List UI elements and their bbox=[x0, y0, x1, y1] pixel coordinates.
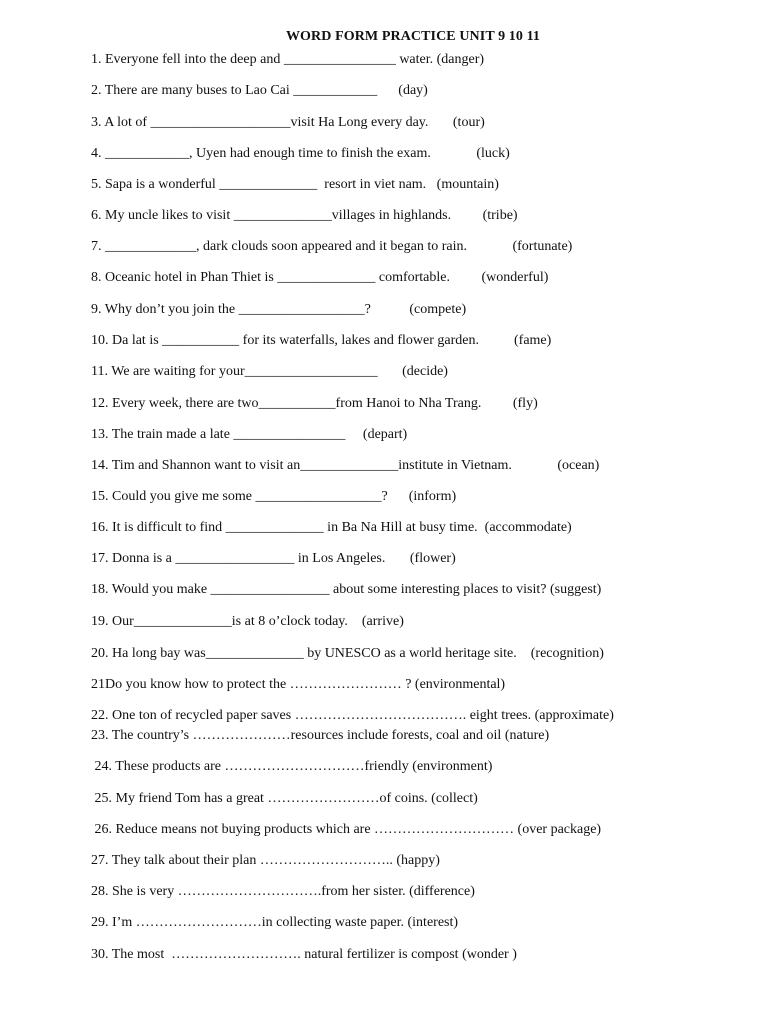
exercise-item: 26. Reduce means not buying products which are ………………………… (over package) bbox=[91, 822, 602, 837]
exercise-item: 19. Our______________is at 8 o’clock today. (arrive) bbox=[91, 614, 404, 629]
exercise-item: 11. We are waiting for your___________________ (decide) bbox=[91, 364, 448, 379]
exercise-item: 13. The train made a late ________________ (depart) bbox=[91, 427, 408, 442]
exercise-item: 18. Would you make _________________ about some interesting places to visit? (suggest) bbox=[91, 582, 602, 597]
exercise-item: 7. _____________, dark clouds soon appeared and it began to rain. (fortunate) bbox=[91, 239, 573, 254]
exercise-item: 5. Sapa is a wonderful ______________ resort in viet nam. (mountain) bbox=[91, 177, 499, 192]
exercise-item: 14. Tim and Shannon want to visit an______________institute in Vietnam. (ocean) bbox=[91, 458, 600, 473]
exercise-item: 8. Oceanic hotel in Phan Thiet is ______________ comfortable. (wonderful) bbox=[91, 270, 549, 285]
exercise-item: 4. ____________, Uyen had enough time to finish the exam. (luck) bbox=[91, 146, 510, 161]
exercise-item: 16. It is difficult to find ______________ in Ba Na Hill at busy time. (accommodate) bbox=[91, 520, 572, 535]
exercise-item: 6. My uncle likes to visit ______________villages in highlands. (tribe) bbox=[91, 208, 518, 223]
exercise-item: 2. There are many buses to Lao Cai ____________ (day) bbox=[91, 83, 428, 98]
exercise-item: 15. Could you give me some __________________? (inform) bbox=[91, 489, 457, 504]
exercise-item: 9. Why don’t you join the __________________? (compete) bbox=[91, 302, 467, 317]
exercise-item: 28. She is very ………………………….from her sister. (difference) bbox=[91, 884, 475, 899]
exercise-item: 12. Every week, there are two___________from Hanoi to Nha Trang. (fly) bbox=[91, 396, 538, 411]
exercise-item: 20. Ha long bay was______________ by UNESCO as a world heritage site. (recognition) bbox=[91, 646, 604, 661]
exercise-item: 30. The most ………………………. natural fertilizer is compost (wonder ) bbox=[91, 947, 517, 962]
exercise-item: 10. Da lat is ___________ for its waterfalls, lakes and flower garden. (fame) bbox=[91, 333, 552, 348]
exercise-item: 1. Everyone fell into the deep and ________________ water. (danger) bbox=[91, 52, 485, 67]
exercise-item: 27. They talk about their plan ……………………….. (happy) bbox=[91, 853, 440, 868]
exercise-item: 17. Donna is a _________________ in Los Angeles. (flower) bbox=[91, 551, 456, 566]
exercise-item: 29. I’m ………………………in collecting waste paper. (interest) bbox=[91, 915, 459, 930]
exercise-item: 25. My friend Tom has a great ……………………of coins. (collect) bbox=[91, 791, 478, 806]
exercise-item: 22. One ton of recycled paper saves ………………………………. eight trees. (approximate) bbox=[91, 708, 614, 723]
exercise-item: 24. These products are …………………………friendly (environment) bbox=[91, 759, 493, 774]
exercise-item: 21Do you know how to protect the …………………… ? (environmental) bbox=[91, 677, 506, 692]
exercise-item: 23. The country’s …………………resources include forests, coal and oil (nature) bbox=[91, 728, 550, 743]
worksheet-title: WORD FORM PRACTICE UNIT 9 10 11 bbox=[285, 29, 541, 44]
exercise-item: 3. A lot of ____________________visit Ha Long every day. (tour) bbox=[91, 115, 485, 130]
